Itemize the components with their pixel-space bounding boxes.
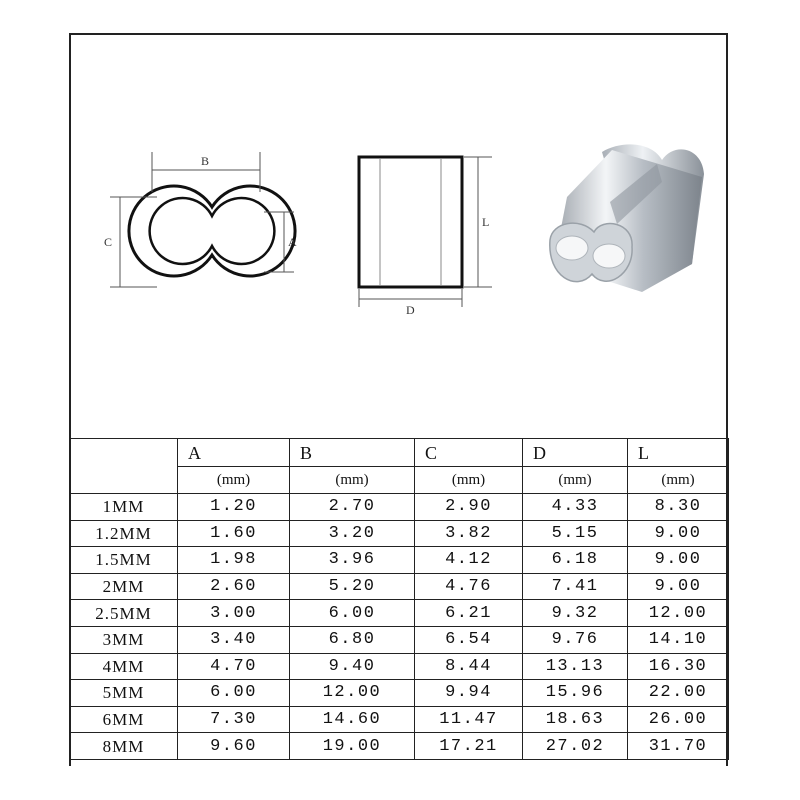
value-cell: 6.54 xyxy=(415,626,523,653)
size-cell: 5MM xyxy=(70,680,178,707)
header-corner xyxy=(70,439,178,494)
unit-label: (mm) xyxy=(523,467,628,494)
value-cell: 17.21 xyxy=(415,733,523,760)
value-cell: 15.96 xyxy=(523,680,628,707)
size-cell: 6MM xyxy=(70,706,178,733)
value-cell: 19.00 xyxy=(290,733,415,760)
technical-drawings xyxy=(71,35,730,440)
table-row xyxy=(70,520,729,547)
table-row xyxy=(70,706,729,733)
dim-label-a: A xyxy=(288,235,297,249)
value-cell: 9.00 xyxy=(628,573,729,600)
header-row-letters xyxy=(70,439,729,467)
value-cell: 3.20 xyxy=(290,520,415,547)
dim-label-c: C xyxy=(104,235,113,249)
value-cell: 9.00 xyxy=(628,547,729,574)
size-cell: 3MM xyxy=(70,626,178,653)
column-header-d: D xyxy=(523,439,628,467)
size-cell: 8MM xyxy=(70,733,178,760)
value-cell: 9.94 xyxy=(415,680,523,707)
value-cell: 1.60 xyxy=(178,520,290,547)
value-cell: 8.44 xyxy=(415,653,523,680)
value-cell: 9.76 xyxy=(523,626,628,653)
value-cell: 8.30 xyxy=(628,494,729,521)
value-cell: 6.18 xyxy=(523,547,628,574)
value-cell: 9.00 xyxy=(628,520,729,547)
value-cell: 3.82 xyxy=(415,520,523,547)
unit-label: (mm) xyxy=(290,467,415,494)
size-cell: 1MM xyxy=(70,494,178,521)
side-view-drawing xyxy=(359,157,492,317)
value-cell: 12.00 xyxy=(290,680,415,707)
value-cell: 7.41 xyxy=(523,573,628,600)
unit-label: (mm) xyxy=(628,467,729,494)
value-cell: 2.70 xyxy=(290,494,415,521)
value-cell: 16.30 xyxy=(628,653,729,680)
value-cell: 18.63 xyxy=(523,706,628,733)
specification-table xyxy=(69,438,729,760)
value-cell: 9.60 xyxy=(178,733,290,760)
dim-label-l: L xyxy=(482,215,490,229)
value-cell: 2.90 xyxy=(415,494,523,521)
table-row xyxy=(70,600,729,627)
sleeve-photo-icon xyxy=(550,144,704,292)
value-cell: 3.40 xyxy=(178,626,290,653)
value-cell: 26.00 xyxy=(628,706,729,733)
value-cell: 6.80 xyxy=(290,626,415,653)
unit-label: (mm) xyxy=(178,467,290,494)
table-row xyxy=(70,733,729,760)
column-header-c: C xyxy=(415,439,523,467)
size-cell: 2.5MM xyxy=(70,600,178,627)
value-cell: 14.60 xyxy=(290,706,415,733)
size-cell: 1.5MM xyxy=(70,547,178,574)
value-cell: 4.70 xyxy=(178,653,290,680)
value-cell: 5.20 xyxy=(290,573,415,600)
table-row xyxy=(70,626,729,653)
value-cell: 5.15 xyxy=(523,520,628,547)
value-cell: 12.00 xyxy=(628,600,729,627)
table-row xyxy=(70,653,729,680)
size-cell: 2MM xyxy=(70,573,178,600)
unit-label: (mm) xyxy=(415,467,523,494)
value-cell: 31.70 xyxy=(628,733,729,760)
size-cell: 1.2MM xyxy=(70,520,178,547)
value-cell: 6.21 xyxy=(415,600,523,627)
value-cell: 4.33 xyxy=(523,494,628,521)
value-cell: 2.60 xyxy=(178,573,290,600)
column-header-a: A xyxy=(178,439,290,467)
table-row xyxy=(70,494,729,521)
column-header-l: L xyxy=(628,439,729,467)
dim-label-d: D xyxy=(406,303,415,317)
size-cell: 4MM xyxy=(70,653,178,680)
value-cell: 9.32 xyxy=(523,600,628,627)
table-row xyxy=(70,573,729,600)
table-row xyxy=(70,680,729,707)
value-cell: 3.96 xyxy=(290,547,415,574)
dim-label-b: B xyxy=(201,154,210,168)
value-cell: 1.20 xyxy=(178,494,290,521)
column-header-b: B xyxy=(290,439,415,467)
value-cell: 9.40 xyxy=(290,653,415,680)
table-row xyxy=(70,547,729,574)
value-cell: 11.47 xyxy=(415,706,523,733)
value-cell: 13.13 xyxy=(523,653,628,680)
value-cell: 27.02 xyxy=(523,733,628,760)
value-cell: 3.00 xyxy=(178,600,290,627)
front-view-drawing xyxy=(104,152,297,287)
value-cell: 14.10 xyxy=(628,626,729,653)
value-cell: 4.12 xyxy=(415,547,523,574)
value-cell: 6.00 xyxy=(178,680,290,707)
value-cell: 4.76 xyxy=(415,573,523,600)
value-cell: 22.00 xyxy=(628,680,729,707)
value-cell: 1.98 xyxy=(178,547,290,574)
value-cell: 7.30 xyxy=(178,706,290,733)
value-cell: 6.00 xyxy=(290,600,415,627)
